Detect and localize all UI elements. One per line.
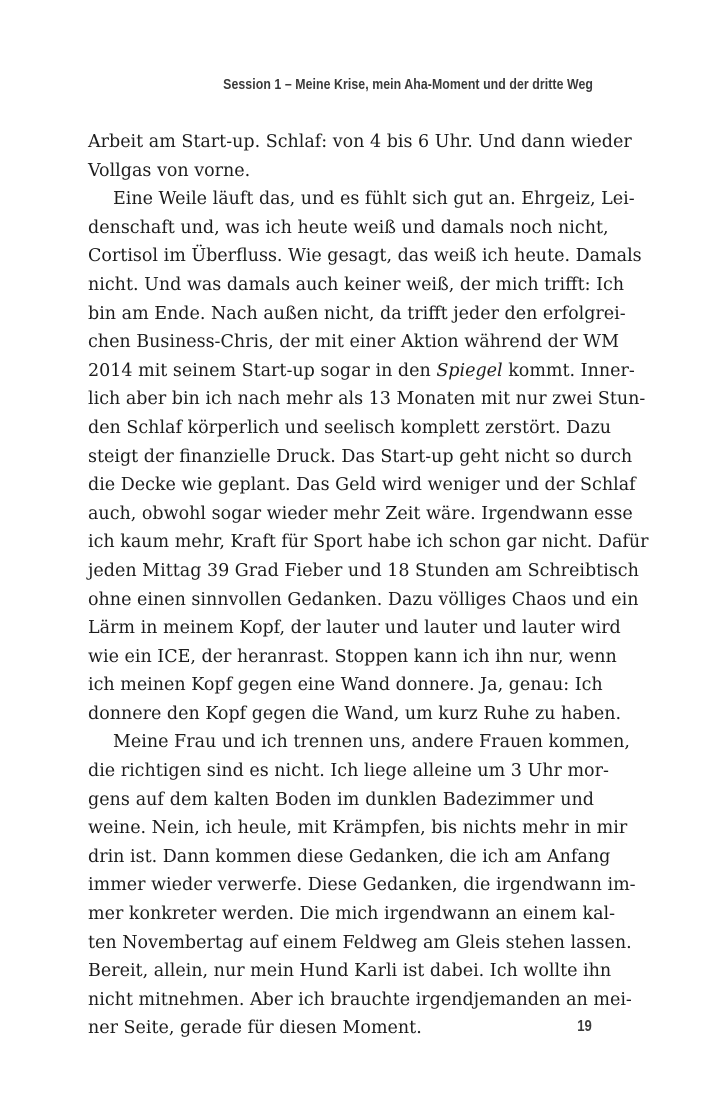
text-line: mer konkreter werden. Die mich irgendwann an einem kal- (88, 904, 616, 925)
text-line: immer wieder verwerfe. Diese Gedanken, die irgendwann im- (88, 875, 636, 896)
text-line: Vollgas von vorne. (88, 160, 251, 181)
text-line: auch, obwohl sogar wieder mehr Zeit wäre. Irgendwann esse (88, 503, 633, 524)
text-line: ner Seite, gerade für diesen Moment. (88, 1018, 422, 1039)
text-line: wie ein ICE, der heranrast. Stoppen kann ich ihn nur, wenn (88, 646, 617, 667)
text-line: ten Novembertag auf einem Feldweg am Gleis stehen lassen. (88, 932, 632, 953)
text-line: donnere den Kopf gegen die Wand, um kurz Ruhe zu haben. (88, 703, 622, 724)
text-line: Bereit, allein, nur mein Hund Karli ist dabei. Ich wollte ihn (88, 961, 612, 982)
text-line: nicht mitnehmen. Aber ich brauchte irgendjemanden an mei- (88, 989, 632, 1010)
text-line: Meine Frau und ich trennen uns, andere Frauen kommen, (113, 732, 630, 753)
text-line: die Decke wie geplant. Das Geld wird weniger und der Schlaf (88, 475, 636, 496)
body-text (88, 128, 649, 1043)
text-line: drin ist. Dann kommen diese Gedanken, die ich am Anfang (88, 846, 611, 867)
text-line: steigt der finanzielle Druck. Das Start-up geht nicht so durch (88, 446, 633, 467)
page-number: 19 (577, 1018, 592, 1035)
text-line: nicht. Und was damals auch keiner weiß, der mich trifft: Ich (88, 274, 625, 295)
text-line: lich aber bin ich nach mehr als 13 Monaten mit nur zwei Stun- (88, 389, 646, 410)
text-line: den Schlaf körperlich und seelisch komplett zerstört. Dazu (88, 417, 612, 438)
text-line (88, 357, 635, 386)
text-line: bin am Ende. Nach außen nicht, da trifft jeder den erfolgrei- (88, 303, 626, 324)
running-head: Session 1 – Meine Krise, mein Aha-Moment und der dritte Weg (223, 76, 593, 93)
text-line: Lärm in meinem Kopf, der lauter und lauter und lauter wird (88, 618, 621, 639)
text-line: Cortisol im Überfluss. Wie gesagt, das weiß ich heute. Damals (88, 246, 642, 267)
text-line: gens auf dem kalten Boden im dunklen Badezimmer und (88, 789, 594, 810)
text-line: Eine Weile läuft das, und es fühlt sich gut an. Ehrgeiz, Lei- (113, 189, 635, 210)
magazine-title: Spiegel (436, 360, 503, 381)
text-segment: 2014 mit seinem Start-up sogar in den (88, 360, 437, 381)
text-line: ich kaum mehr, Kraft für Sport habe ich schon gar nicht. Dafür (88, 532, 649, 553)
text-line: ich meinen Kopf gegen eine Wand donnere. Ja, genau: Ich (88, 675, 603, 696)
text-line: denschaft und, was ich heute weiß und damals noch nicht, (88, 217, 609, 238)
text-line: jeden Mittag 39 Grad Fieber und 18 Stunden am Schreibtisch (88, 560, 639, 581)
text-segment: kommt. Inner- (502, 360, 635, 381)
text-line: ohne einen sinnvollen Gedanken. Dazu völliges Chaos und ein (88, 589, 639, 610)
text-line: die richtigen sind es nicht. Ich liege alleine um 3 Uhr mor- (88, 761, 609, 782)
text-line: weine. Nein, ich heule, mit Krämpfen, bis nichts mehr in mir (88, 818, 628, 839)
text-line: chen Business-Chris, der mit einer Aktion während der WM (88, 332, 620, 353)
text-line: Arbeit am Start-up. Schlaf: von 4 bis 6 Uhr. Und dann wieder (88, 132, 632, 152)
